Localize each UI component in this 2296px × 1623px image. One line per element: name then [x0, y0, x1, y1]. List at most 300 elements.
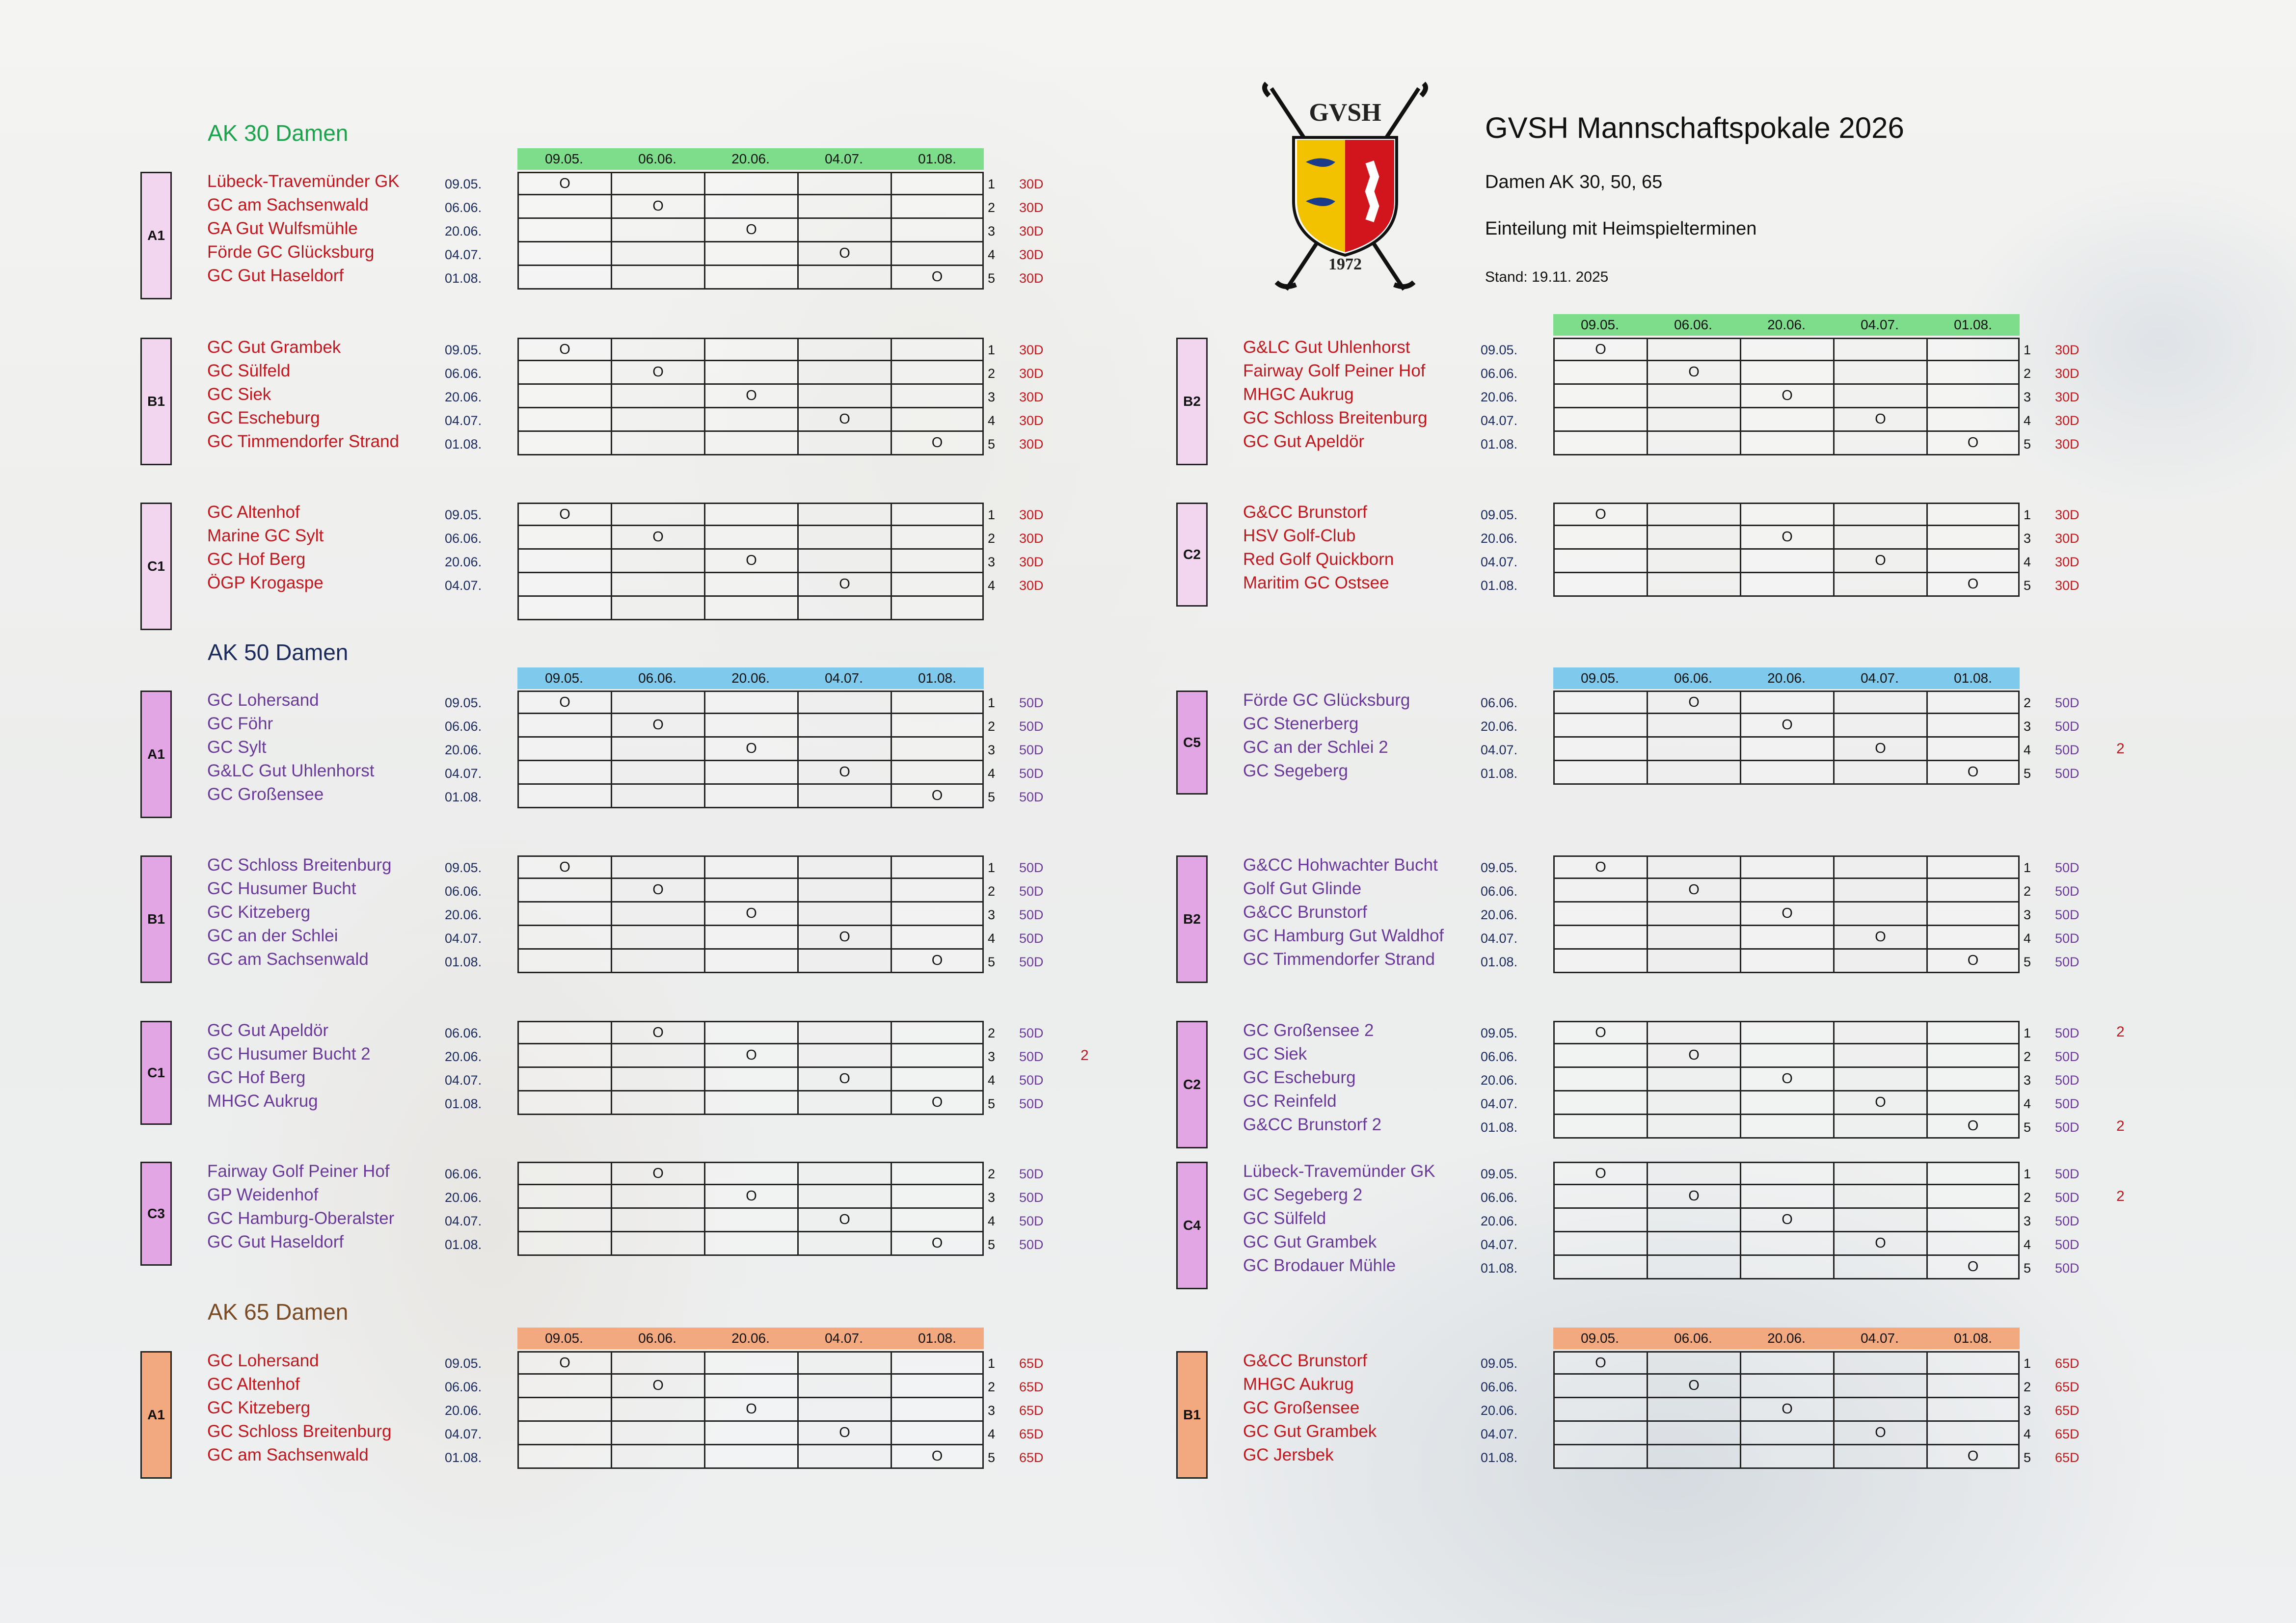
schedule-cells — [517, 219, 984, 242]
club-name: GC Gut Haseldorf — [207, 266, 344, 285]
home-date: 09.05. — [1481, 1167, 1518, 1181]
schedule-cell — [611, 926, 704, 950]
row-number: 3 — [988, 224, 996, 239]
schedule-cell — [1740, 691, 1833, 714]
date-header-cell: 09.05. — [1581, 670, 1619, 686]
home-date: 09.05. — [1481, 343, 1518, 357]
row-number: 4 — [988, 247, 996, 262]
schedule-cells — [517, 385, 984, 408]
home-date: 01.08. — [1481, 766, 1518, 781]
schedule-cell — [704, 1091, 797, 1115]
home-date: 01.08. — [445, 1237, 482, 1252]
date-header-cell: 09.05. — [545, 151, 583, 166]
schedule-cell — [1740, 338, 1833, 361]
schedule-cell — [1647, 503, 1740, 526]
schedule-cell — [1833, 1068, 1926, 1091]
level-code: 50D — [1019, 1049, 1044, 1064]
schedule-cell — [797, 1185, 891, 1209]
home-date: 20.06. — [1481, 1214, 1518, 1228]
row-number: 4 — [988, 413, 996, 428]
level-code: 30D — [1019, 271, 1044, 286]
schedule-cell — [704, 338, 797, 361]
schedule-cell: O — [891, 432, 984, 455]
level-code: 30D — [1019, 247, 1044, 262]
schedule-cell — [1926, 1351, 2020, 1375]
schedule-cell — [797, 432, 891, 455]
schedule-cells — [1553, 338, 2020, 361]
row-number: 5 — [2024, 955, 2031, 969]
schedule-cells — [517, 408, 984, 432]
level-code: 50D — [2055, 766, 2080, 781]
schedule-cell — [704, 1445, 797, 1469]
group-label: B2 — [1176, 855, 1208, 983]
home-date: 01.08. — [1481, 1120, 1518, 1135]
schedule-cell — [704, 526, 797, 550]
schedule-cell: O — [1833, 1232, 1926, 1256]
home-date: 09.05. — [445, 695, 482, 710]
home-date: 06.06. — [445, 200, 482, 215]
schedule-cell — [1926, 855, 2020, 879]
club-name: Lübeck-Travemünder GK — [207, 172, 400, 191]
row-number: 4 — [2024, 555, 2031, 569]
schedule-cell — [797, 1162, 891, 1185]
home-date: 06.06. — [445, 1380, 482, 1394]
schedule-cell — [1553, 1068, 1647, 1091]
schedule-cell: O — [704, 1185, 797, 1209]
level-code: 50D — [1019, 1026, 1044, 1040]
schedule-cell — [891, 1375, 984, 1398]
club-name: GC Sülfeld — [1243, 1209, 1326, 1228]
club-name: Maritim GC Ostsee — [1243, 573, 1389, 592]
schedule-cells — [1553, 1398, 2020, 1422]
schedule-cell — [1647, 385, 1740, 408]
schedule-cell — [704, 1162, 797, 1185]
level-code: 30D — [2055, 413, 2080, 428]
club-name: MHGC Aukrug — [1243, 1375, 1354, 1394]
schedule-cell — [1553, 1422, 1647, 1445]
schedule-cell — [611, 385, 704, 408]
schedule-cell — [1647, 1091, 1740, 1115]
schedule-cell: O — [797, 926, 891, 950]
row-number: 1 — [2024, 507, 2031, 522]
schedule-cell — [891, 573, 984, 597]
club-name: Red Golf Quickborn — [1243, 550, 1394, 569]
schedule-cells — [517, 573, 984, 597]
row-number: 4 — [988, 1073, 996, 1088]
schedule-cell — [704, 761, 797, 785]
schedule-cell — [611, 1091, 704, 1115]
club-name: GC Segeberg — [1243, 761, 1349, 780]
row-number: 3 — [2024, 390, 2031, 404]
level-code: 65D — [2055, 1356, 2080, 1371]
schedule-cell — [611, 338, 704, 361]
date-header-cell: 20.06. — [731, 151, 770, 166]
schedule-cell — [1833, 1115, 1926, 1139]
schedule-cell — [891, 195, 984, 219]
schedule-cell: O — [1740, 1068, 1833, 1091]
schedule-cells — [1553, 1021, 2020, 1044]
club-name: GC Schloss Breitenburg — [207, 855, 392, 875]
group-label: C1 — [140, 503, 172, 630]
schedule-cells — [1553, 1115, 2020, 1139]
schedule-cell: O — [517, 503, 611, 526]
schedule-cell — [704, 1068, 797, 1091]
schedule-cells — [517, 1351, 984, 1375]
home-date: 04.07. — [445, 1214, 482, 1228]
date-header-cell: 06.06. — [638, 151, 676, 166]
schedule-cell: O — [1647, 691, 1740, 714]
schedule-cell — [1833, 503, 1926, 526]
schedule-cell: O — [1833, 550, 1926, 573]
schedule-cell — [1926, 1162, 2020, 1185]
schedule-cell — [891, 714, 984, 738]
club-name: GC Gut Apeldör — [207, 1021, 329, 1040]
schedule-cell — [1740, 432, 1833, 455]
club-name: GC am Sachsenwald — [207, 195, 369, 214]
schedule-cell — [704, 1021, 797, 1044]
date-header-cell: 01.08. — [918, 1330, 956, 1346]
club-name: Fairway Golf Peiner Hof — [207, 1162, 390, 1181]
schedule-cell — [1647, 714, 1740, 738]
schedule-cells — [517, 1375, 984, 1398]
schedule-cell — [1740, 1091, 1833, 1115]
club-name: MHGC Aukrug — [207, 1091, 318, 1111]
schedule-cell — [797, 1044, 891, 1068]
home-date: 04.07. — [1481, 1427, 1518, 1441]
schedule-cell — [611, 761, 704, 785]
home-date: 06.06. — [445, 1167, 482, 1181]
level-code: 50D — [1019, 1237, 1044, 1252]
schedule-cells — [1553, 691, 2020, 714]
club-name: GC Husumer Bucht — [207, 879, 356, 898]
schedule-cell: O — [611, 1162, 704, 1185]
club-name: GC Escheburg — [1243, 1068, 1356, 1087]
level-code: 30D — [1019, 366, 1044, 381]
home-date: 06.06. — [445, 719, 482, 734]
schedule-cell — [1833, 1375, 1926, 1398]
stand-date: Stand: 19.11. 2025 — [1485, 269, 1609, 285]
row-number: 3 — [2024, 1073, 2031, 1088]
level-code: 30D — [2055, 343, 2080, 357]
level-code: 50D — [2055, 907, 2080, 922]
level-code: 30D — [1019, 224, 1044, 239]
schedule-cell: O — [1647, 1185, 1740, 1209]
schedule-cell — [611, 785, 704, 808]
schedule-cell — [891, 1209, 984, 1232]
schedule-cell — [1740, 879, 1833, 903]
schedule-cell — [704, 879, 797, 903]
home-date: 09.05. — [445, 1356, 482, 1371]
schedule-cell — [1647, 1256, 1740, 1279]
schedule-cell — [1740, 1044, 1833, 1068]
club-name: GC Gut Haseldorf — [207, 1232, 344, 1251]
schedule-cell — [517, 1185, 611, 1209]
schedule-cell — [797, 714, 891, 738]
home-date: 04.07. — [1481, 931, 1518, 946]
schedule-cell — [611, 1398, 704, 1422]
row-number: 4 — [2024, 1427, 2031, 1441]
club-name: Lübeck-Travemünder GK — [1243, 1162, 1435, 1181]
schedule-cell: O — [1647, 1044, 1740, 1068]
schedule-cell — [611, 691, 704, 714]
row-number: 5 — [988, 955, 996, 969]
home-date: 04.07. — [1481, 555, 1518, 569]
level-code: 50D — [2055, 1073, 2080, 1088]
schedule-cell — [891, 597, 984, 620]
schedule-cell — [704, 408, 797, 432]
schedule-cell — [704, 361, 797, 385]
schedule-cell: O — [1553, 503, 1647, 526]
schedule-cell — [1647, 573, 1740, 597]
schedule-cells — [517, 1185, 984, 1209]
schedule-cell — [611, 950, 704, 973]
schedule-cell: O — [704, 903, 797, 926]
club-name: GC Großensee 2 — [1243, 1021, 1374, 1040]
level-code: 50D — [2055, 860, 2080, 875]
row-number: 3 — [2024, 907, 2031, 922]
schedule-cell — [1553, 432, 1647, 455]
schedule-cell — [611, 1422, 704, 1445]
row-number: 1 — [2024, 1356, 2031, 1371]
schedule-cell: O — [891, 1091, 984, 1115]
schedule-cell: O — [1926, 1115, 2020, 1139]
row-number: 4 — [988, 1214, 996, 1228]
schedule-cell: O — [704, 1044, 797, 1068]
home-date: 20.06. — [445, 743, 482, 757]
row-number: 3 — [988, 743, 996, 757]
schedule-cell — [1926, 385, 2020, 408]
home-date: 09.05. — [445, 860, 482, 875]
schedule-cell — [1926, 338, 2020, 361]
schedule-cells — [1553, 573, 2020, 597]
schedule-cell: O — [704, 219, 797, 242]
group-label: B1 — [1176, 1351, 1208, 1479]
schedule-cells — [517, 738, 984, 761]
row-number: 2 — [988, 200, 996, 215]
schedule-cell — [1926, 879, 2020, 903]
club-name: GC Lohersand — [207, 1351, 319, 1370]
section-title-ak65: AK 65 Damen — [208, 1299, 349, 1325]
second-team-marker: 2 — [2116, 1188, 2125, 1204]
schedule-cell — [611, 219, 704, 242]
schedule-cell — [704, 172, 797, 195]
schedule-cell — [1926, 408, 2020, 432]
schedule-cell — [797, 338, 891, 361]
schedule-cell — [517, 526, 611, 550]
row-number: 1 — [2024, 343, 2031, 357]
schedule-cell — [1833, 1256, 1926, 1279]
schedule-cell — [1833, 950, 1926, 973]
schedule-cells — [1553, 1162, 2020, 1185]
schedule-cell — [1833, 691, 1926, 714]
schedule-cell — [611, 503, 704, 526]
schedule-cell — [797, 1091, 891, 1115]
schedule-cell — [517, 926, 611, 950]
level-code: 30D — [1019, 343, 1044, 357]
schedule-cell — [1740, 1021, 1833, 1044]
date-header-ak30-right — [1553, 314, 2020, 336]
schedule-cell: O — [797, 1209, 891, 1232]
club-name: GP Weidenhof — [207, 1185, 319, 1204]
schedule-cell — [517, 785, 611, 808]
schedule-cell — [1647, 738, 1740, 761]
date-header-cell: 06.06. — [1674, 317, 1712, 332]
schedule-cell — [797, 785, 891, 808]
home-date: 04.07. — [445, 1427, 482, 1441]
section-title-ak30: AK 30 Damen — [208, 120, 349, 146]
schedule-cell — [517, 761, 611, 785]
level-code: 50D — [1019, 1214, 1044, 1228]
schedule-cells — [517, 266, 984, 290]
club-name: GC Reinfeld — [1243, 1091, 1337, 1111]
row-number: 4 — [988, 766, 996, 781]
schedule-cells — [517, 714, 984, 738]
schedule-cell — [1553, 950, 1647, 973]
row-number: 2 — [988, 1167, 996, 1181]
club-name: GC Husumer Bucht 2 — [207, 1044, 371, 1064]
row-number: 5 — [2024, 1261, 2031, 1276]
home-date: 04.07. — [445, 413, 482, 428]
level-code: 65D — [1019, 1403, 1044, 1418]
schedule-cell — [1647, 1021, 1740, 1044]
level-code: 50D — [2055, 1261, 2080, 1276]
schedule-cell — [891, 691, 984, 714]
level-code: 50D — [1019, 884, 1044, 899]
schedule-cell — [704, 432, 797, 455]
schedule-cells — [517, 1422, 984, 1445]
club-name: GC Gut Grambek — [1243, 1232, 1377, 1251]
schedule-cell: O — [704, 550, 797, 573]
level-code: 50D — [2055, 1049, 2080, 1064]
level-code: 50D — [1019, 1096, 1044, 1111]
schedule-cell — [1553, 903, 1647, 926]
schedule-cells — [517, 361, 984, 385]
schedule-cell: O — [611, 195, 704, 219]
schedule-cell — [611, 597, 704, 620]
home-date: 20.06. — [445, 1403, 482, 1418]
schedule-cell — [1553, 714, 1647, 738]
schedule-cell: O — [1740, 714, 1833, 738]
schedule-cell — [797, 550, 891, 573]
level-code: 30D — [1019, 555, 1044, 569]
club-name: GC Siek — [1243, 1044, 1307, 1064]
schedule-cells — [1553, 361, 2020, 385]
schedule-cell — [611, 1185, 704, 1209]
row-number: 4 — [2024, 1237, 2031, 1252]
club-name: Förde GC Glücksburg — [1243, 691, 1410, 710]
level-code: 30D — [2055, 555, 2080, 569]
schedule-cell: O — [1833, 926, 1926, 950]
club-name: GC Altenhof — [207, 503, 300, 522]
schedule-cell — [1926, 1185, 2020, 1209]
level-code: 50D — [1019, 955, 1044, 969]
home-date: 01.08. — [445, 790, 482, 804]
schedule-cell — [517, 1232, 611, 1256]
home-date: 04.07. — [445, 1073, 482, 1088]
schedule-cell — [517, 879, 611, 903]
date-header-cell: 20.06. — [1767, 317, 1806, 332]
schedule-cell — [891, 879, 984, 903]
level-code: 50D — [2055, 1237, 2080, 1252]
schedule-cell — [517, 1162, 611, 1185]
club-name: GC am Sachsenwald — [207, 1445, 369, 1464]
level-code: 30D — [1019, 200, 1044, 215]
row-number: 3 — [2024, 531, 2031, 546]
schedule-cell — [1647, 1422, 1740, 1445]
schedule-cell — [1553, 1115, 1647, 1139]
date-header-cell: 20.06. — [731, 1330, 770, 1346]
schedule-cell — [891, 338, 984, 361]
date-header-cell: 06.06. — [638, 670, 676, 686]
schedule-cell: O — [891, 950, 984, 973]
date-header-ak50-right — [1553, 667, 2020, 689]
row-number: 4 — [988, 578, 996, 593]
home-date: 20.06. — [445, 555, 482, 569]
schedule-cell — [1647, 926, 1740, 950]
schedule-cell — [1553, 738, 1647, 761]
level-code: 50D — [2055, 955, 2080, 969]
schedule-cell — [517, 573, 611, 597]
group-label: C3 — [140, 1162, 172, 1266]
schedule-cell: O — [1553, 338, 1647, 361]
row-number: 2 — [988, 531, 996, 546]
level-code: 30D — [2055, 578, 2080, 593]
schedule-cell — [1926, 1232, 2020, 1256]
schedule-cell: O — [797, 408, 891, 432]
schedule-cell — [1926, 1044, 2020, 1068]
schedule-cell: O — [611, 879, 704, 903]
schedule-cell — [1833, 1185, 1926, 1209]
schedule-cell — [1740, 408, 1833, 432]
schedule-cells — [1553, 503, 2020, 526]
date-header-cell: 20.06. — [1767, 1330, 1806, 1346]
schedule-cells — [517, 526, 984, 550]
schedule-cell — [1833, 903, 1926, 926]
home-date: 09.05. — [445, 507, 482, 522]
schedule-cell — [517, 1398, 611, 1422]
schedule-cell — [517, 1091, 611, 1115]
schedule-cells — [1553, 526, 2020, 550]
schedule-cells — [1553, 879, 2020, 903]
date-header-cell: 04.07. — [1861, 1330, 1899, 1346]
level-code: 30D — [2055, 531, 2080, 546]
schedule-cell — [1926, 1422, 2020, 1445]
date-header-cell: 04.07. — [825, 151, 863, 166]
home-date: 01.08. — [1481, 955, 1518, 969]
page-subtitle: Damen AK 30, 50, 65 — [1485, 172, 1663, 192]
schedule-cell — [891, 1044, 984, 1068]
row-number: 4 — [988, 931, 996, 946]
row-number: 5 — [988, 437, 996, 452]
row-number: 1 — [2024, 1026, 2031, 1040]
club-name: GC Jersbek — [1243, 1445, 1334, 1464]
club-name: GC Gut Grambek — [207, 338, 341, 357]
schedule-cells — [1553, 1232, 2020, 1256]
schedule-cell — [611, 1068, 704, 1091]
home-date: 06.06. — [1481, 1190, 1518, 1205]
row-number: 5 — [2024, 1120, 2031, 1135]
level-code: 30D — [1019, 390, 1044, 404]
schedule-cell: O — [1647, 879, 1740, 903]
schedule-cell — [797, 597, 891, 620]
home-date: 20.06. — [1481, 907, 1518, 922]
schedule-cell — [797, 903, 891, 926]
schedule-cell — [517, 408, 611, 432]
section-title-ak50: AK 50 Damen — [208, 639, 349, 665]
club-name: Förde GC Glücksburg — [207, 242, 375, 262]
home-date: 06.06. — [445, 531, 482, 546]
schedule-cell: O — [611, 361, 704, 385]
